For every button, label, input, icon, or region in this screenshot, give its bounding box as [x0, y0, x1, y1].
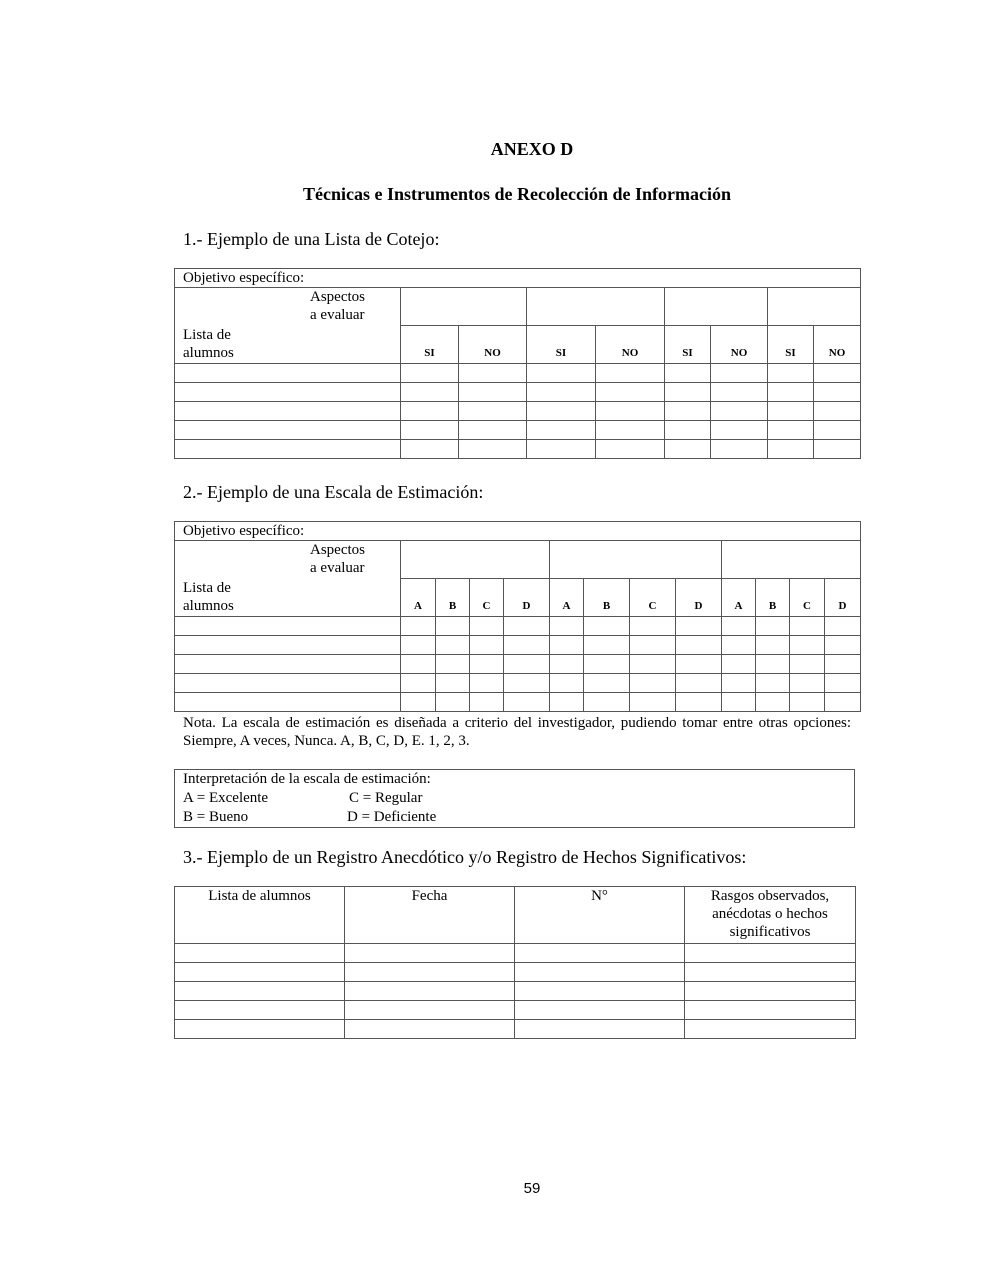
- table-cell[interactable]: [584, 636, 630, 655]
- table-cell[interactable]: [175, 944, 345, 963]
- table-cell[interactable]: [459, 364, 527, 383]
- table-cell[interactable]: [401, 693, 436, 712]
- table-cell[interactable]: [722, 636, 756, 655]
- table-cell[interactable]: [504, 693, 550, 712]
- table-cell[interactable]: [401, 674, 436, 693]
- table-cell[interactable]: [630, 617, 676, 636]
- table-row: [175, 440, 861, 459]
- table-row: [175, 963, 856, 982]
- table-cell[interactable]: [527, 421, 596, 440]
- table-cell[interactable]: [676, 693, 722, 712]
- table-cell[interactable]: [175, 617, 401, 636]
- aspect-cell[interactable]: [768, 288, 861, 326]
- table-cell[interactable]: [504, 655, 550, 674]
- table-row: [175, 1001, 856, 1020]
- table-cell[interactable]: [175, 693, 401, 712]
- col-header-date: Fecha: [345, 887, 515, 944]
- table-row: [175, 674, 861, 693]
- table-cell[interactable]: [401, 636, 436, 655]
- table-cell[interactable]: [515, 963, 685, 982]
- table-cell[interactable]: [676, 655, 722, 674]
- table-cell[interactable]: [459, 421, 527, 440]
- col-header-si: SI: [401, 326, 459, 364]
- table-cell[interactable]: [550, 636, 584, 655]
- table-cell[interactable]: [175, 674, 401, 693]
- table-cell[interactable]: [175, 963, 345, 982]
- table-cell[interactable]: [175, 402, 401, 421]
- col-header-no: NO: [596, 326, 665, 364]
- table-cell[interactable]: [527, 383, 596, 402]
- col-header-number: N°: [515, 887, 685, 944]
- table-cell[interactable]: [814, 440, 861, 459]
- table-cell[interactable]: [504, 617, 550, 636]
- table-cell[interactable]: [790, 636, 825, 655]
- table-cell[interactable]: [768, 402, 814, 421]
- table-cell[interactable]: [515, 1001, 685, 1020]
- table-cell[interactable]: [175, 364, 401, 383]
- table-cell[interactable]: [630, 655, 676, 674]
- table-cell[interactable]: [436, 674, 470, 693]
- table-cell[interactable]: [711, 364, 768, 383]
- interp-d: D = Deficiente: [347, 809, 437, 825]
- table-cell[interactable]: [175, 421, 401, 440]
- table-cell[interactable]: [596, 383, 665, 402]
- interpretation-title: Interpretación de la escala de estimación:: [183, 771, 431, 787]
- checklist-table: [174, 268, 861, 459]
- table-cell[interactable]: [515, 982, 685, 1001]
- table-cell[interactable]: [665, 364, 711, 383]
- col-header-a: A: [401, 579, 436, 617]
- anecdotal-record-table: [174, 886, 856, 1039]
- table-cell[interactable]: [630, 636, 676, 655]
- table-cell[interactable]: [665, 440, 711, 459]
- table-cell[interactable]: [685, 1020, 856, 1039]
- interp-b: B = Bueno: [183, 809, 249, 825]
- table-cell[interactable]: [550, 655, 584, 674]
- col-header-no: NO: [459, 326, 527, 364]
- aspects-label: Aspectos a evaluar: [310, 289, 365, 323]
- table-cell[interactable]: [401, 364, 459, 383]
- table-cell[interactable]: [685, 944, 856, 963]
- interp-a: A = Excelente: [183, 790, 269, 806]
- rating-scale-table: [174, 521, 861, 712]
- section2-heading: 2.- Ejemplo de una Escala de Estimación:: [183, 482, 484, 502]
- scale-interpretation-box: [174, 769, 855, 828]
- table-cell[interactable]: [175, 383, 401, 402]
- page-number: 59: [523, 1180, 541, 1197]
- table-cell[interactable]: [345, 963, 515, 982]
- table-cell[interactable]: [175, 440, 401, 459]
- table-cell[interactable]: [459, 440, 527, 459]
- col-header-no: NO: [814, 326, 861, 364]
- aspect-cell[interactable]: [401, 288, 527, 326]
- table-cell[interactable]: [756, 693, 790, 712]
- table-cell[interactable]: [436, 617, 470, 636]
- interp-c: C = Regular: [349, 790, 423, 806]
- table-cell[interactable]: [768, 440, 814, 459]
- table-cell[interactable]: [825, 655, 861, 674]
- table-cell[interactable]: [459, 402, 527, 421]
- document-subtitle: Técnicas e Instrumentos de Recolección de Información: [303, 184, 731, 204]
- aspect-cell[interactable]: [550, 541, 722, 579]
- aspect-cell[interactable]: [527, 288, 665, 326]
- col-header-c: C: [790, 579, 825, 617]
- table-cell[interactable]: [470, 693, 504, 712]
- table-cell[interactable]: [756, 655, 790, 674]
- table-cell[interactable]: [722, 655, 756, 674]
- table-cell[interactable]: [527, 364, 596, 383]
- table-cell[interactable]: [527, 402, 596, 421]
- table-cell[interactable]: [790, 674, 825, 693]
- table-cell[interactable]: [630, 693, 676, 712]
- table-cell[interactable]: [459, 383, 527, 402]
- table-cell[interactable]: [175, 636, 401, 655]
- section3-heading: 3.- Ejemplo de un Registro Anecdótico y/o Registro de Hechos Significativos:: [183, 847, 747, 867]
- table-cell[interactable]: [825, 693, 861, 712]
- table-cell[interactable]: [175, 655, 401, 674]
- table-row: [175, 636, 861, 655]
- table-cell[interactable]: [756, 617, 790, 636]
- aspect-cell[interactable]: [722, 541, 861, 579]
- table-cell[interactable]: [768, 421, 814, 440]
- students-list-label: Lista de alumnos: [183, 327, 234, 361]
- table-cell[interactable]: [401, 617, 436, 636]
- table-cell[interactable]: [685, 982, 856, 1001]
- col-header-d: D: [504, 579, 550, 617]
- aspects-label: Aspectos a evaluar: [310, 542, 365, 576]
- table-cell[interactable]: [504, 636, 550, 655]
- table-cell[interactable]: [814, 402, 861, 421]
- table-cell[interactable]: [401, 440, 459, 459]
- table-cell[interactable]: [685, 1001, 856, 1020]
- col-header-b: B: [584, 579, 630, 617]
- table-row: [175, 617, 861, 636]
- table-cell[interactable]: [665, 383, 711, 402]
- table-cell[interactable]: [825, 617, 861, 636]
- col-header-students: Lista de alumnos: [175, 887, 345, 944]
- aspect-cell[interactable]: [665, 288, 768, 326]
- table-cell[interactable]: [584, 693, 630, 712]
- table-cell[interactable]: [711, 402, 768, 421]
- table-row: [175, 364, 861, 383]
- table-cell[interactable]: [470, 617, 504, 636]
- table-cell[interactable]: [550, 693, 584, 712]
- table-cell[interactable]: [665, 421, 711, 440]
- table-cell[interactable]: [584, 617, 630, 636]
- table-cell[interactable]: [515, 944, 685, 963]
- table-cell[interactable]: [401, 421, 459, 440]
- table-cell[interactable]: [790, 617, 825, 636]
- table-cell[interactable]: [756, 636, 790, 655]
- table-cell[interactable]: [436, 636, 470, 655]
- header-corner-cell: [175, 541, 401, 617]
- col-header-b: B: [756, 579, 790, 617]
- table-cell[interactable]: [722, 617, 756, 636]
- table-cell[interactable]: [175, 1001, 345, 1020]
- table-cell[interactable]: [768, 383, 814, 402]
- table-cell[interactable]: [550, 617, 584, 636]
- table-cell[interactable]: [711, 383, 768, 402]
- col-header-d: D: [825, 579, 861, 617]
- table-cell[interactable]: [814, 383, 861, 402]
- table-cell[interactable]: [596, 402, 665, 421]
- table-cell[interactable]: [175, 1020, 345, 1039]
- table-row: [175, 421, 861, 440]
- col-header-b: B: [436, 579, 470, 617]
- table-cell[interactable]: [711, 440, 768, 459]
- table-cell[interactable]: [584, 674, 630, 693]
- table-cell[interactable]: [470, 636, 504, 655]
- col-header-si: SI: [665, 326, 711, 364]
- col-header-c: C: [470, 579, 504, 617]
- table-cell[interactable]: [175, 982, 345, 1001]
- table-cell[interactable]: [722, 693, 756, 712]
- col-header-c: C: [630, 579, 676, 617]
- objective-label: Objetivo específico:: [175, 269, 861, 288]
- table-cell[interactable]: [345, 944, 515, 963]
- table-cell[interactable]: [515, 1020, 685, 1039]
- table-cell[interactable]: [814, 421, 861, 440]
- table-cell[interactable]: [550, 674, 584, 693]
- students-list-label: Lista de alumnos: [183, 580, 234, 614]
- table-cell[interactable]: [401, 402, 459, 421]
- table-row: [175, 402, 861, 421]
- table-cell[interactable]: [768, 364, 814, 383]
- table-row: [175, 383, 861, 402]
- table-cell[interactable]: [685, 963, 856, 982]
- aspect-cell[interactable]: [401, 541, 550, 579]
- col-header-d: D: [676, 579, 722, 617]
- table-cell[interactable]: [790, 693, 825, 712]
- table-cell[interactable]: [630, 674, 676, 693]
- col-header-no: NO: [711, 326, 768, 364]
- table-cell[interactable]: [584, 655, 630, 674]
- table-cell[interactable]: [756, 674, 790, 693]
- col-header-traits: Rasgos observados, anécdotas o hechos significativos: [685, 887, 856, 944]
- col-header-a: A: [550, 579, 584, 617]
- table-row: [175, 693, 861, 712]
- header-corner-cell: [175, 288, 401, 364]
- objective-label: Objetivo específico:: [175, 522, 861, 541]
- col-header-si: SI: [527, 326, 596, 364]
- table-cell[interactable]: [814, 364, 861, 383]
- interpretation-cell: [175, 770, 855, 828]
- table-cell[interactable]: [596, 421, 665, 440]
- annex-title: ANEXO D: [490, 139, 574, 159]
- table-cell[interactable]: [436, 655, 470, 674]
- table-cell[interactable]: [504, 674, 550, 693]
- table-cell[interactable]: [345, 1020, 515, 1039]
- table-cell[interactable]: [711, 421, 768, 440]
- table-cell[interactable]: [722, 674, 756, 693]
- table-cell[interactable]: [436, 693, 470, 712]
- table-cell[interactable]: [401, 655, 436, 674]
- section1-heading: 1.- Ejemplo de una Lista de Cotejo:: [183, 229, 440, 249]
- table-row: [175, 655, 861, 674]
- table-cell[interactable]: [401, 383, 459, 402]
- table-row: [175, 944, 856, 963]
- table-cell[interactable]: [596, 440, 665, 459]
- col-header-a: A: [722, 579, 756, 617]
- scale-note: Nota. La escala de estimación es diseñada a criterio del investigador, pudiendo tomar entre otras opciones: Siempre, A veces, Nunca. A, B, C, D, E. 1, 2, 3.: [183, 715, 851, 749]
- table-cell[interactable]: [825, 674, 861, 693]
- table-cell[interactable]: [470, 674, 504, 693]
- table-cell[interactable]: [676, 674, 722, 693]
- table-cell[interactable]: [665, 402, 711, 421]
- table-cell[interactable]: [345, 1001, 515, 1020]
- table-cell[interactable]: [527, 440, 596, 459]
- table-row: [175, 982, 856, 1001]
- table-cell[interactable]: [470, 655, 504, 674]
- table-cell[interactable]: [825, 636, 861, 655]
- table-cell[interactable]: [345, 982, 515, 1001]
- table-cell[interactable]: [676, 617, 722, 636]
- table-cell[interactable]: [676, 636, 722, 655]
- table-row: [175, 1020, 856, 1039]
- table-cell[interactable]: [596, 364, 665, 383]
- table-cell[interactable]: [790, 655, 825, 674]
- col-header-si: SI: [768, 326, 814, 364]
